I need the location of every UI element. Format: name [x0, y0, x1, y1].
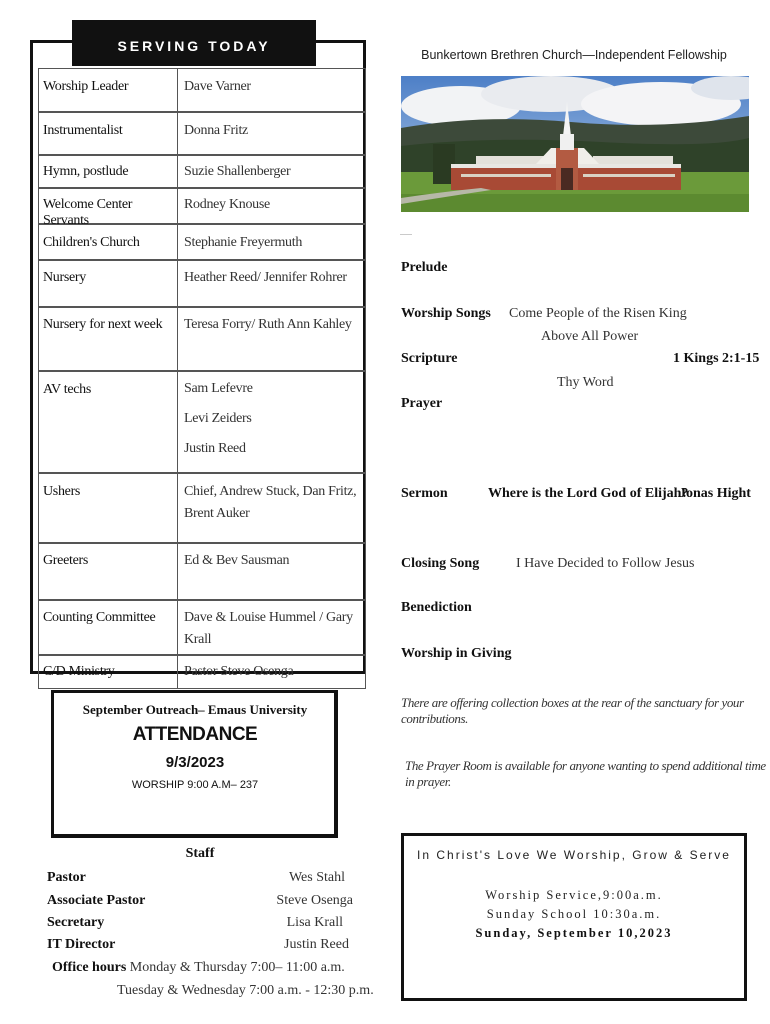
scripture-label: Scripture: [401, 351, 458, 366]
role-label: C/D Ministry: [43, 664, 115, 679]
role-label: Ushers: [43, 484, 81, 499]
table-row: [38, 68, 366, 112]
prayer-label: Prayer: [401, 396, 443, 411]
staff-row: [47, 893, 357, 915]
staff-role: IT Director: [47, 937, 116, 952]
separator-dots: ......: [400, 228, 412, 237]
worship-song: Thy Word: [557, 375, 614, 390]
church-name: Bunkertown Brethren Church—Independent Fellowship: [421, 48, 727, 62]
staff-name: Wes Stahl: [288, 870, 345, 885]
volunteer-name: Suzie Shallenberger: [184, 164, 291, 179]
outreach-text: September Outreach– Emaus University: [82, 702, 308, 717]
serving-title: SERVING TODAY: [72, 20, 316, 66]
benediction-label: Benediction: [401, 600, 472, 615]
role-label: AV techs: [43, 382, 92, 397]
role-label: Welcome Center Servants: [43, 197, 133, 228]
volunteer-name: Levi Zeiders: [184, 411, 252, 426]
table-row: [38, 112, 366, 155]
giving-label: Worship in Giving: [401, 646, 512, 661]
table-row: [38, 224, 366, 260]
table-row: [38, 655, 366, 689]
attendance-date: 9/3/2023: [165, 754, 225, 771]
table-row: [38, 371, 366, 473]
church-slogan: In Christ's Love We Worship, Grow & Serve: [417, 848, 731, 862]
role-label: Children's Church: [43, 235, 140, 250]
staff-role: Pastor: [47, 870, 86, 885]
closing-song-label: Closing Song: [401, 556, 480, 571]
staff-row: [47, 937, 357, 959]
attendance-count: WORSHIP 9:00 A.M– 237: [131, 779, 259, 791]
worship-songs-label: Worship Songs: [401, 306, 491, 321]
volunteer-name: Heather Reed/ Jennifer Rohrer: [184, 270, 347, 285]
volunteer-name: Teresa Forry/ Ruth Ann Kahley: [184, 317, 352, 332]
table-row: [38, 473, 366, 543]
table-row: [38, 260, 366, 307]
av-techs-list: [184, 378, 364, 468]
attendance-title: ATTENDANCE: [132, 724, 258, 745]
sermon-speaker: Jonas Hight: [679, 486, 751, 501]
office-hours-line1: [52, 960, 345, 976]
staff-row: [47, 870, 357, 892]
staff-name: Lisa Krall: [286, 915, 343, 930]
church-photo: [401, 76, 749, 212]
table-row: [38, 188, 366, 228]
volunteer-name: Dave Varner: [184, 79, 251, 94]
volunteer-name: Rodney Knouse: [184, 197, 270, 212]
role-label: Nursery for next week: [43, 317, 163, 332]
staff-name: Justin Reed: [284, 937, 349, 952]
prelude-label: Prelude: [401, 260, 448, 275]
role-label: Counting Committee: [43, 610, 156, 625]
table-row: [38, 155, 366, 188]
volunteer-name: Justin Reed: [184, 441, 246, 456]
office-hours-label: Office hours: [52, 960, 127, 975]
volunteer-name: Ed & Bev Sausman: [184, 553, 290, 568]
role-label: Greeters: [43, 553, 89, 568]
table-row: [38, 307, 366, 371]
role-label: Instrumentalist: [43, 123, 123, 138]
staff-role: Associate Pastor: [47, 893, 146, 908]
office-hours-line2: Tuesday & Wednesday 7:00 a.m. - 12:30 p.m.: [117, 983, 374, 998]
sermon-label: Sermon: [401, 486, 448, 501]
staff-role: Secretary: [47, 915, 105, 930]
closing-song: I Have Decided to Follow Jesus: [516, 556, 695, 571]
staff-name: Steve Osenga: [276, 893, 353, 908]
staff-row: [47, 915, 357, 937]
volunteer-name: Donna Fritz: [184, 123, 248, 138]
scripture-reference: 1 Kings 2:1-15: [673, 351, 760, 366]
prayer-room-note: The Prayer Room is available for anyone wanting to spend additional time in prayer.: [405, 758, 766, 789]
role-label: Worship Leader: [43, 79, 129, 94]
office-hours-text: Monday & Thursday 7:00– 11:00 a.m.: [126, 960, 345, 975]
volunteer-name: Sam Lefevre: [184, 381, 253, 396]
worship-song: Come People of the Risen King: [509, 306, 687, 321]
worship-song: Above All Power: [541, 329, 639, 344]
sunday-school-time: Sunday School 10:30a.m.: [486, 907, 662, 921]
volunteer-name: Pastor Steve Osenga: [184, 664, 294, 679]
table-row: [38, 543, 366, 600]
offering-note: There are offering collection boxes at the rear of the sanctuary for your contributions.: [401, 695, 744, 726]
worship-service-time: Worship Service,9:00a.m.: [485, 888, 663, 902]
table-row: [38, 600, 366, 655]
staff-heading: Staff: [185, 846, 215, 861]
sermon-title: Where is the Lord God of Elijah?: [488, 486, 689, 501]
volunteer-name: Dave & Louise Hummel / Gary Krall: [184, 610, 353, 647]
role-label: Hymn, postlude: [43, 164, 129, 179]
volunteer-name: Chief, Andrew Stuck, Dan Fritz, Brent Auker: [184, 484, 357, 521]
volunteer-name: Stephanie Freyermuth: [184, 235, 303, 250]
bulletin-date: Sunday, September 10,2023: [475, 926, 673, 940]
role-label: Nursery: [43, 270, 86, 285]
